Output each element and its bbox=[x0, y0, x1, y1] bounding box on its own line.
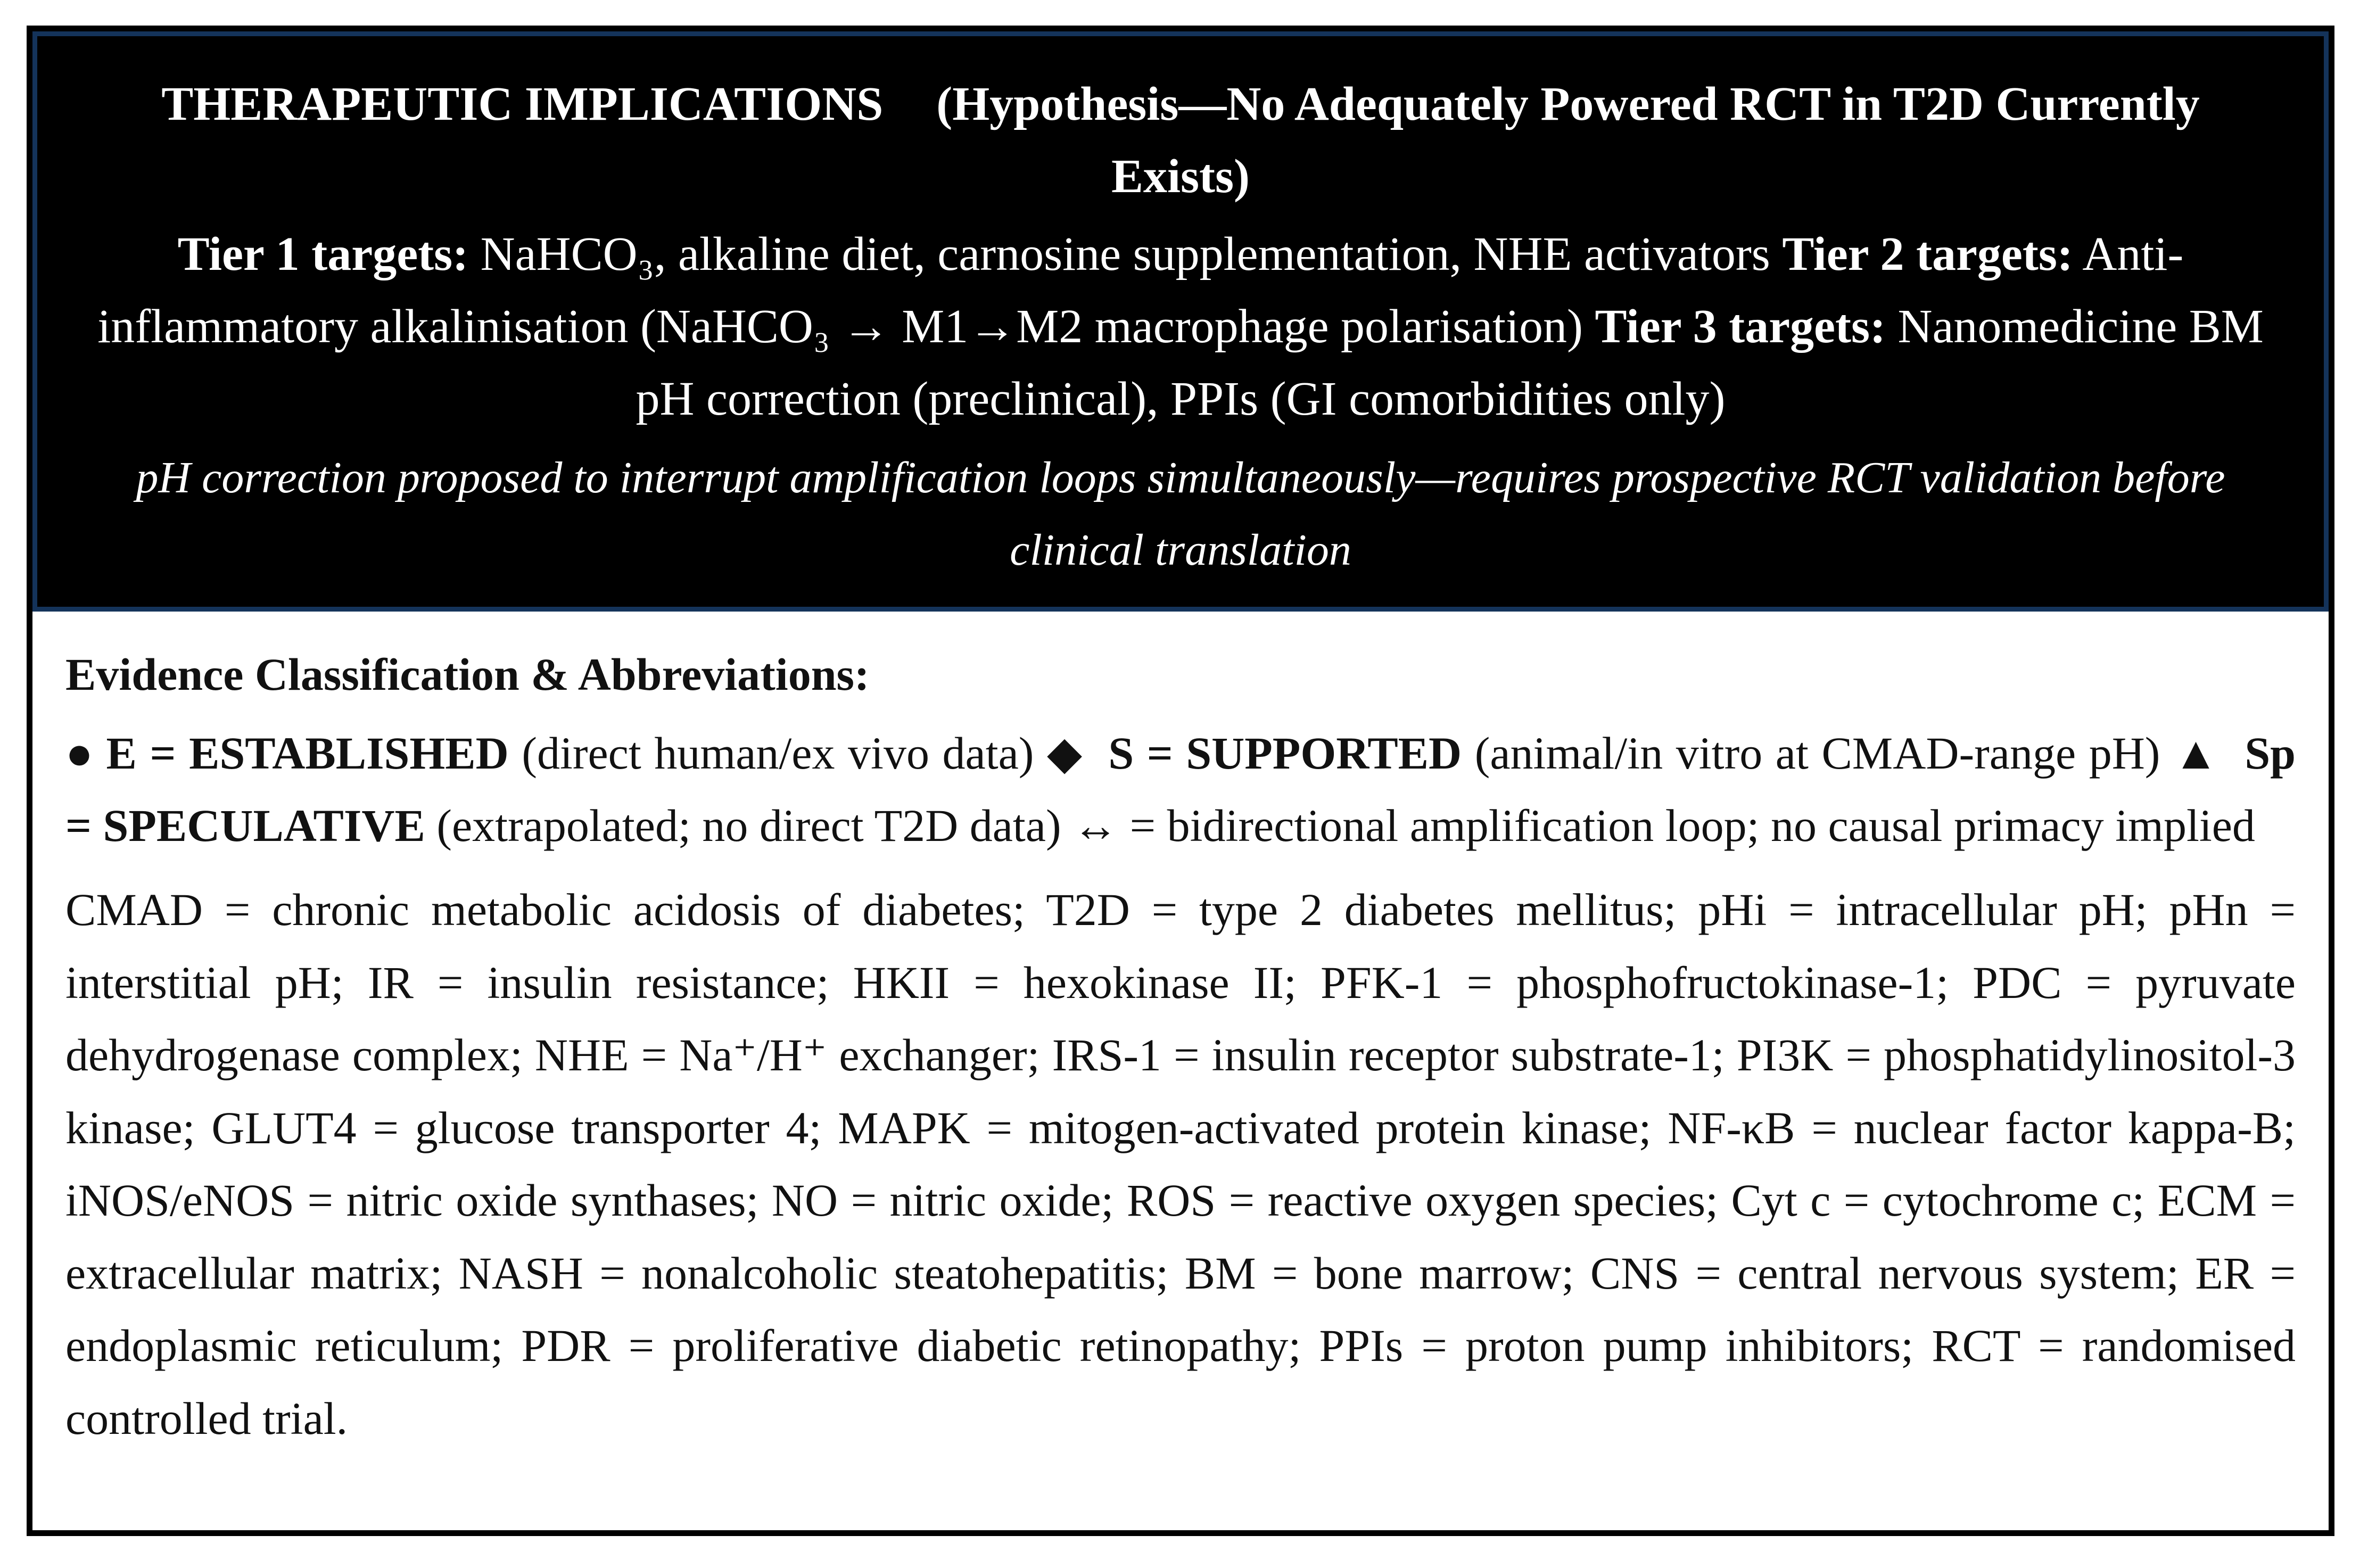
abbreviation-list: CMAD = chronic metabolic acidosis of diabetes; T2D = type 2 diabetes mellitus; pHi = intracellular pH; pHn = interstitial pH; IR = insulin resistance; HKII = hexokinase II; PFK-1 = phosphofructokinase-1; PDC = pyruvate dehydrogenase complex; NHE = Na⁺/H⁺ exchanger; IRS-1 = insulin receptor substrate-1; PI3K = phosphatidylinositol-3 kinase; GLUT4 = glucose transporter 4; MAPK = mitogen-activated protein kinase; NF-κB = nuclear factor kappa-B; iNOS/eNOS = nitric oxide synthases; NO = nitric oxide; ROS = reactive oxygen species; Cyt c = cytochrome c; ECM = extracellular matrix; NASH = nonalcoholic steatohepatitis; BM = bone marrow; CNS = central nervous system; ER = endoplasmic reticulum; PDR = proliferative diabetic retinopathy; PPIs = proton pump inhibitors; RCT = randomised controlled trial. bbox=[65, 884, 2296, 1444]
panel-heading bbox=[96, 68, 2265, 213]
triangle-icon: ▲ bbox=[2173, 728, 2219, 779]
figure-frame bbox=[27, 26, 2334, 1536]
established-label: E = ESTABLISHED bbox=[106, 728, 509, 779]
diamond-icon: ◆ bbox=[1047, 728, 1083, 779]
therapeutic-implications-panel bbox=[32, 31, 2329, 612]
tier-1-label: Tier 1 targets: bbox=[177, 228, 469, 280]
evidence-legend bbox=[65, 717, 2296, 862]
panel-title: THERAPEUTIC IMPLICATIONS bbox=[161, 78, 884, 130]
supported-label: S = SUPPORTED bbox=[1108, 728, 1462, 779]
validation-note: pH correction proposed to interrupt amplification loops simultaneously—requires prospective RCT validation before clinical translation bbox=[136, 453, 2225, 575]
arrow-note: ↔ = bidirectional amplification loop; no causal primacy implied bbox=[1072, 800, 2255, 851]
tier-3-text: Nanomedicine BM pH correction (preclinical), PPIs (GI comorbidities only) bbox=[636, 300, 2264, 425]
tier-1-text: NaHCO₃, alkaline diet, carnosine supplementation, NHE activators bbox=[468, 228, 1783, 280]
tier-2-text: Anti-inflammatory alkalinisation (NaHCO₃ → M1→M2 macrophage polarisation) bbox=[97, 228, 2184, 353]
evidence-title: Evidence Classification & Abbreviations: bbox=[65, 649, 870, 700]
speculative-text: (extrapolated; no direct T2D data) bbox=[425, 800, 1073, 851]
supported-text: (animal/in vitro at CMAD-range pH) bbox=[1462, 728, 2174, 779]
evidence-panel bbox=[32, 612, 2329, 1455]
tier-targets bbox=[96, 213, 2265, 435]
tier-3-label: Tier 3 targets: bbox=[1595, 300, 1886, 353]
circle-icon: ● bbox=[65, 728, 93, 779]
established-text: (direct human/ex vivo data) bbox=[508, 728, 1047, 779]
panel-subtitle: (Hypothesis—No Adequately Powered RCT in T2D Currently Exists) bbox=[936, 78, 2200, 203]
tier-2-label: Tier 2 targets: bbox=[1782, 228, 2073, 280]
speculative-label: Sp = SPECULATIVE bbox=[65, 728, 2296, 851]
